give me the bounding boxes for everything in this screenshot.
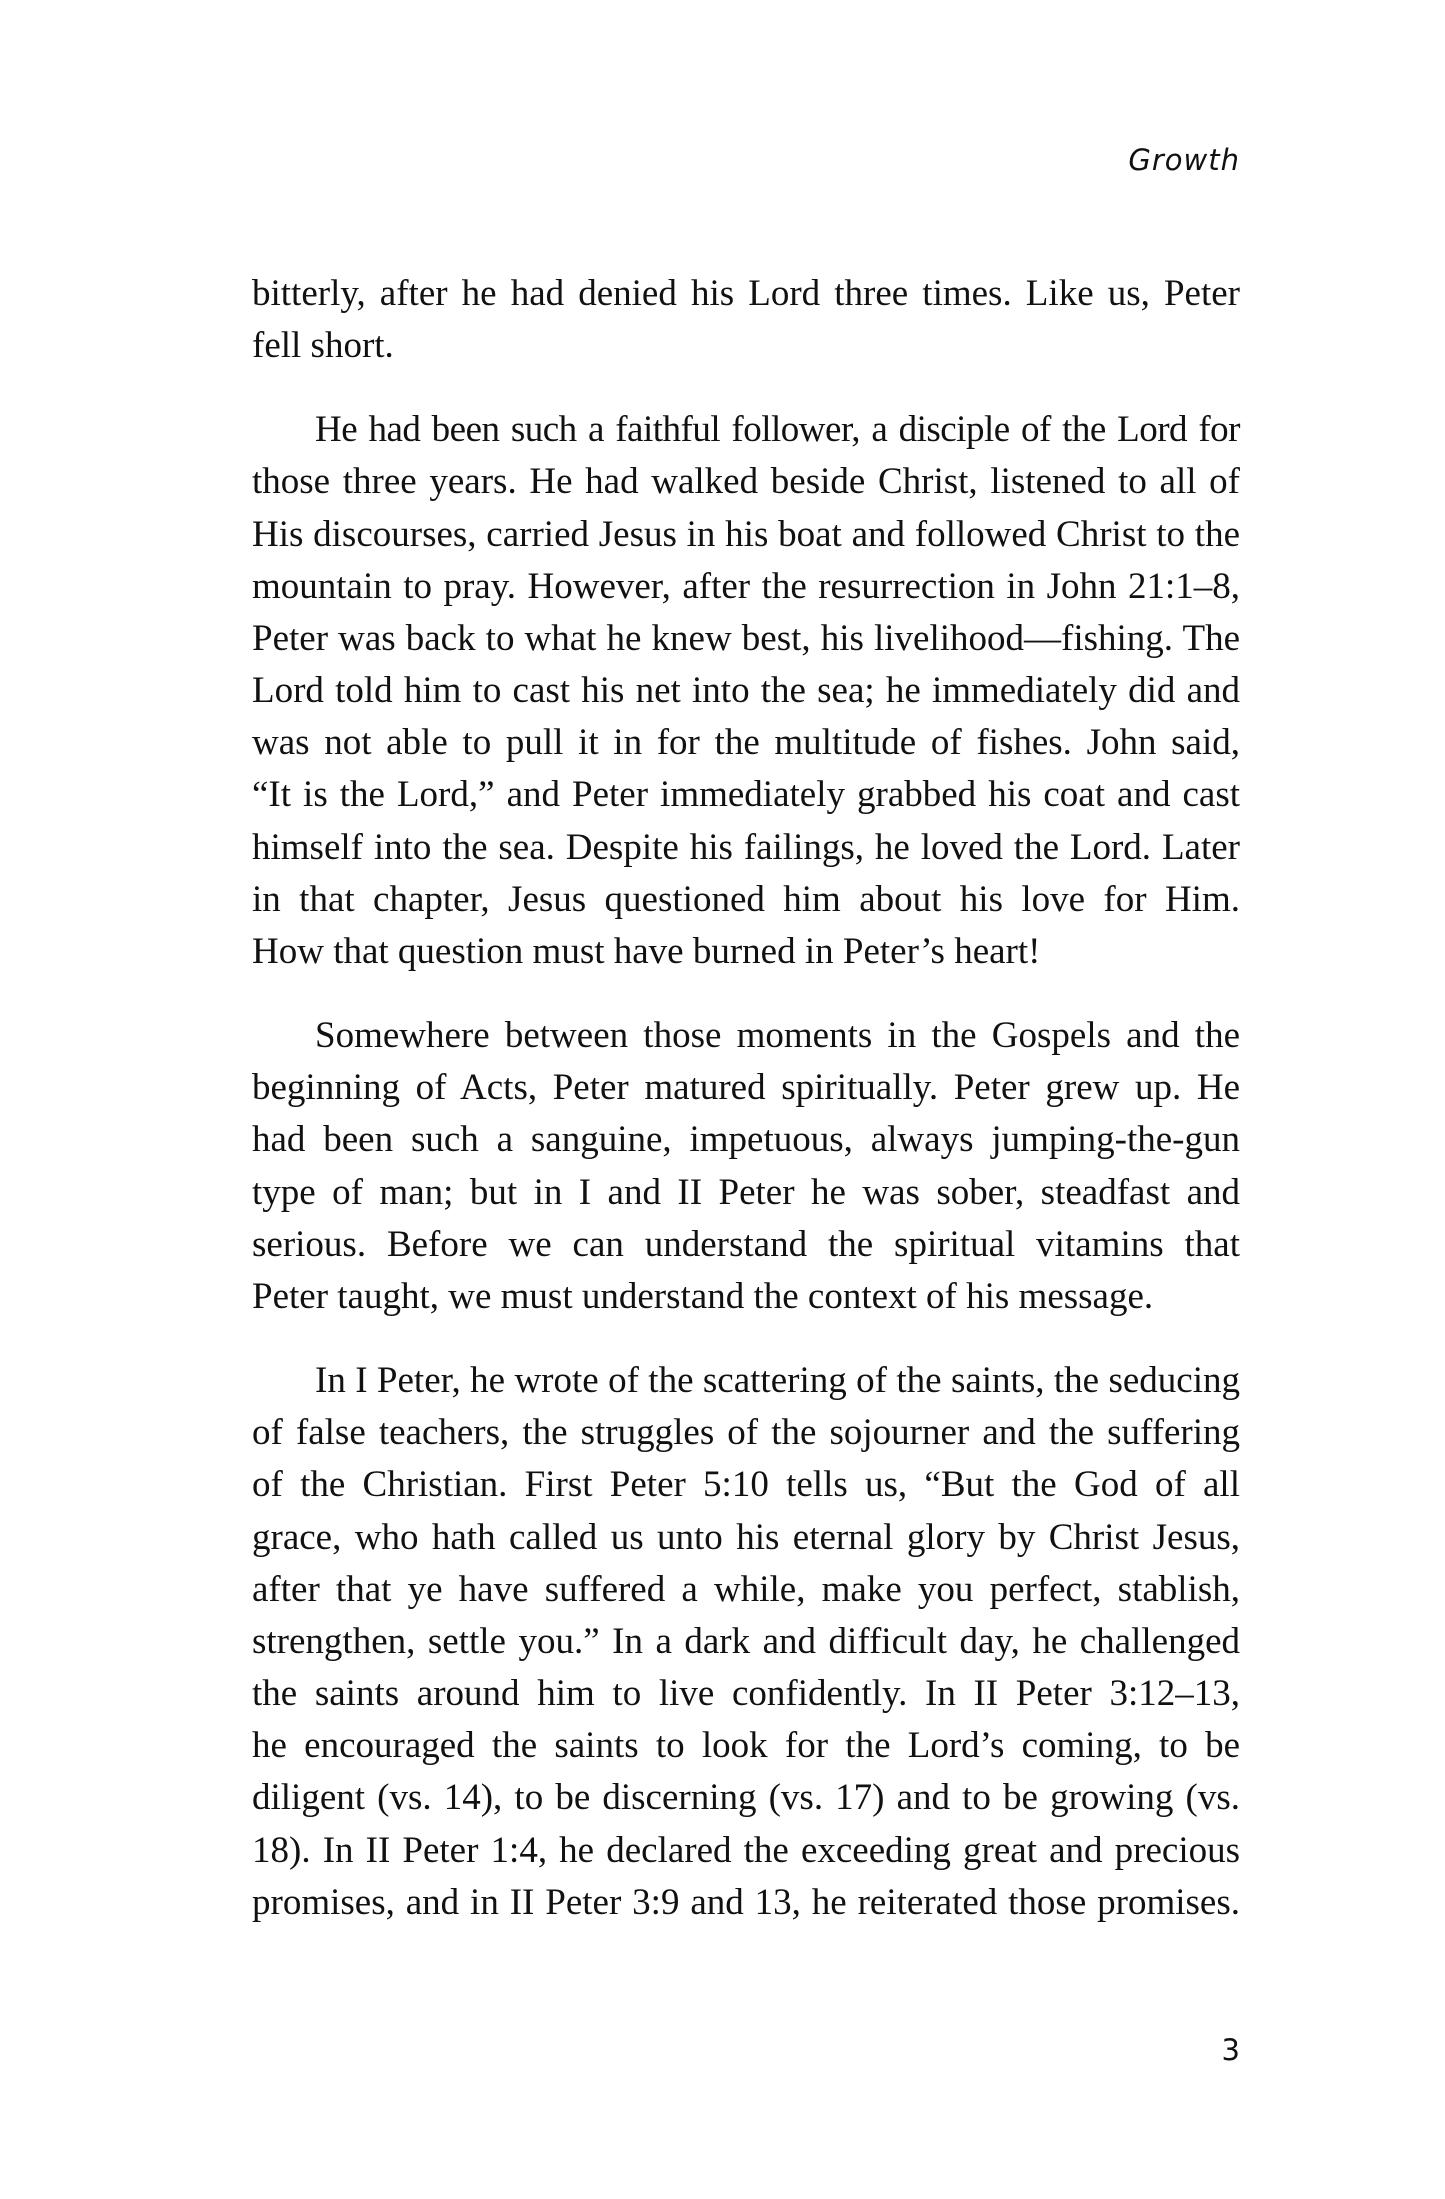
text-line: strengthen, settle you.” In a dark and difficult day, he challenged xyxy=(252,1620,1240,1662)
text-line: How that question must have burned in Peter’s heart! xyxy=(252,931,1041,973)
body-text xyxy=(252,268,1240,1929)
page-number: 3 xyxy=(1221,2033,1240,2067)
text-line: In I Peter, he wrote of the scattering of the saints, the seducing xyxy=(315,1359,1240,1401)
text-line: in that chapter, Jesus questioned him about his love for Him. xyxy=(252,878,1240,920)
paragraph-2 xyxy=(252,404,1240,978)
text-line: after that ye have suffered a while, make you perfect, stablish, xyxy=(252,1568,1240,1610)
paragraph-1 xyxy=(252,268,1240,372)
text-line: those three years. He had walked beside Christ, listened to all of xyxy=(252,461,1240,503)
text-line: of false teachers, the struggles of the sojourner and the suffering xyxy=(252,1412,1240,1454)
text-line: the saints around him to live confidently. In II Peter 3:12–13, xyxy=(252,1673,1240,1715)
text-line: beginning of Acts, Peter matured spiritually. Peter grew up. He xyxy=(252,1067,1240,1109)
text-line: Peter taught, we must understand the context of his message. xyxy=(252,1275,1154,1317)
text-line: was not able to pull it in for the multitude of fishes. John said, xyxy=(252,722,1240,764)
text-line: himself into the sea. Despite his failings, he loved the Lord. Later xyxy=(252,826,1240,868)
text-line: bitterly, after he had denied his Lord three times. Like us, Peter xyxy=(252,273,1240,314)
text-line: His discourses, carried Jesus in his boat and followed Christ to the xyxy=(252,513,1240,555)
text-line: he encouraged the saints to look for the Lord’s coming, to be xyxy=(252,1725,1240,1767)
text-line: fell short. xyxy=(252,325,394,367)
text-line: “It is the Lord,” and Peter immediately grabbed his coat and cast xyxy=(252,774,1240,816)
text-line: serious. Before we can understand the spiritual vitamins that xyxy=(252,1223,1240,1265)
text-line: 18). In II Peter 1:4, he declared the exceeding great and precious xyxy=(252,1829,1240,1871)
text-line: Somewhere between those moments in the Gospels and the xyxy=(315,1015,1240,1057)
text-line: Lord told him to cast his net into the sea; he immediately did and xyxy=(252,670,1240,712)
paragraph-3 xyxy=(252,1010,1240,1323)
text-line: diligent (vs. 14), to be discerning (vs. 17) and to be growing (vs. xyxy=(252,1777,1240,1819)
text-line: had been such a sanguine, impetuous, always jumping-the-gun xyxy=(252,1119,1240,1161)
text-line: promises, and in II Peter 3:9 and 13, he reiterated those promises. xyxy=(252,1881,1240,1923)
text-line: type of man; but in I and II Peter he was sober, steadfast and xyxy=(252,1171,1240,1213)
text-line: mountain to pray. However, after the resurrection in John 21:1–8, xyxy=(252,565,1240,607)
text-line: of the Christian. First Peter 5:10 tells us, “But the God of all xyxy=(252,1464,1240,1506)
text-line: He had been such a faithful follower, a disciple of the Lord for xyxy=(315,409,1240,451)
text-line: Peter was back to what he knew best, his livelihood—fishing. The xyxy=(252,617,1240,659)
text-line: grace, who hath called us unto his eternal glory by Christ Jesus, xyxy=(252,1516,1240,1558)
running-head-title: Growth xyxy=(1128,143,1240,177)
paragraph-4 xyxy=(252,1355,1240,1929)
